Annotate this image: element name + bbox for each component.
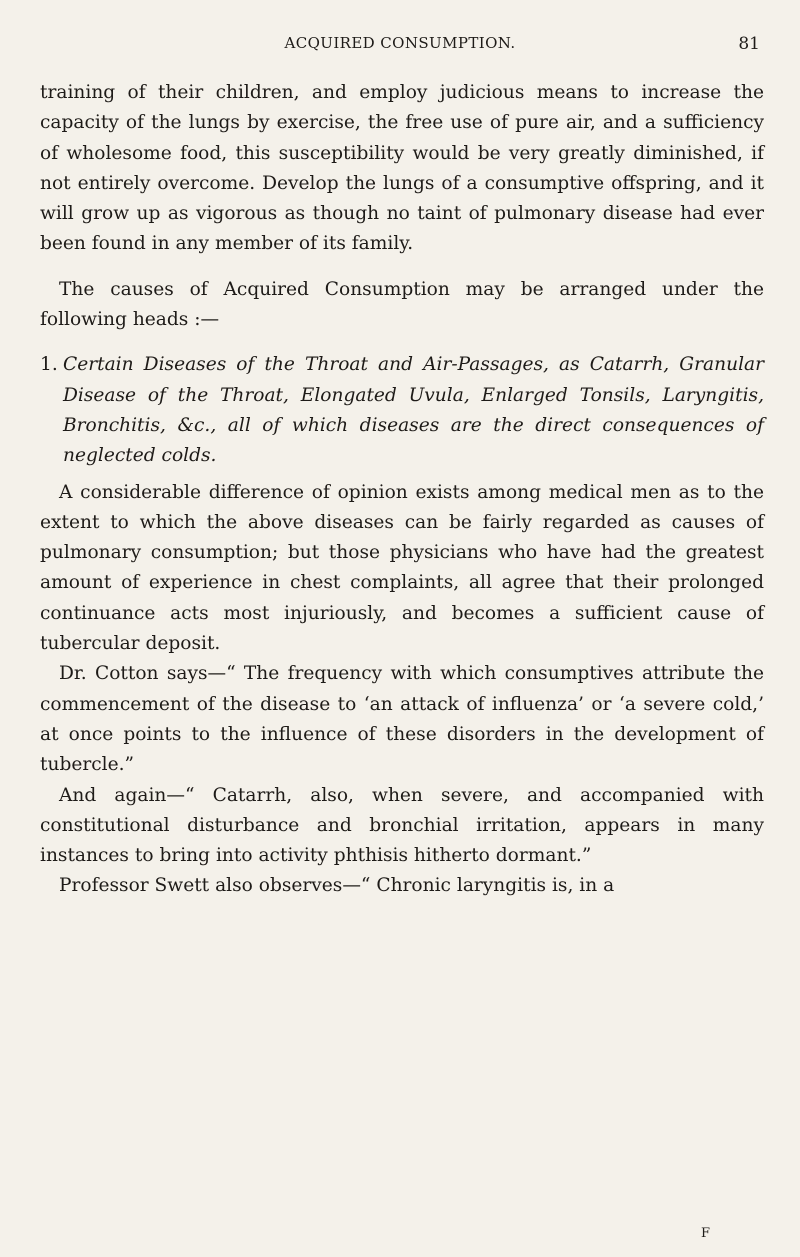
paragraph-and-again: And again—“ Catarrh, also, when severe, and accompanied with constitutional disturbance and bronchial irritation, appears in many instances to bring into activity phthisis hitherto dormant.” [40,784,764,867]
signature-mark: F [700,1226,710,1241]
paragraph-dr-cotton: Dr. Cotton says—“ The frequency with which consumptives attribute the commencement of the disease to ‘an attack of influenza’ or ‘a severe cold,’ at once points to the influence of these disorders in the development of tubercle.” [40,663,764,776]
running-head [0,34,800,58]
list-item-number: 1. [40,354,58,376]
list-item-text: Certain Diseases of the Throat and Air-Passages, as Catarrh, Granular Disease of the Throat, Elongated Uvula, Enlarged Tonsils, Laryngitis, Bronchitis, &c., all of which diseases are the direct consequences of neglected colds. [63,354,764,467]
list-item-throat-diseases [40,350,764,471]
paragraph-causes-intro: The causes of Acquired Consumption may be arranged under the following heads :— [40,278,764,331]
paragraph-difference-of-opinion: A considerable difference of opinion exists among medical men as to the extent to which the above diseases can be fairly regarded as causes of pulmonary consumption; but those physicians who have had the greatest amount of experience in chest complaints, all agree that their prolonged continuance acts most injuriously, and becomes a sufficient cause of tubercular deposit. [40,481,764,655]
page-number: 81 [738,34,760,54]
body-text [40,78,764,902]
paragraph-professor-swett: Professor Swett also observes—“ Chronic laryngitis is, in a [59,875,615,897]
paragraph-continuation: training of their children, and employ judicious means to increase the capacity of the lungs by exercise, the free use of pure air, and a sufficiency of wholesome food, this susceptibility would be very greatly diminished, if not entirely overcome. Develop the lungs of a consumptive offspring, and it will grow up as vigorous as though no taint of pulmonary disease had ever been found in any member of its family. [40,82,764,255]
running-title: ACQUIRED CONSUMPTION. [284,34,516,52]
